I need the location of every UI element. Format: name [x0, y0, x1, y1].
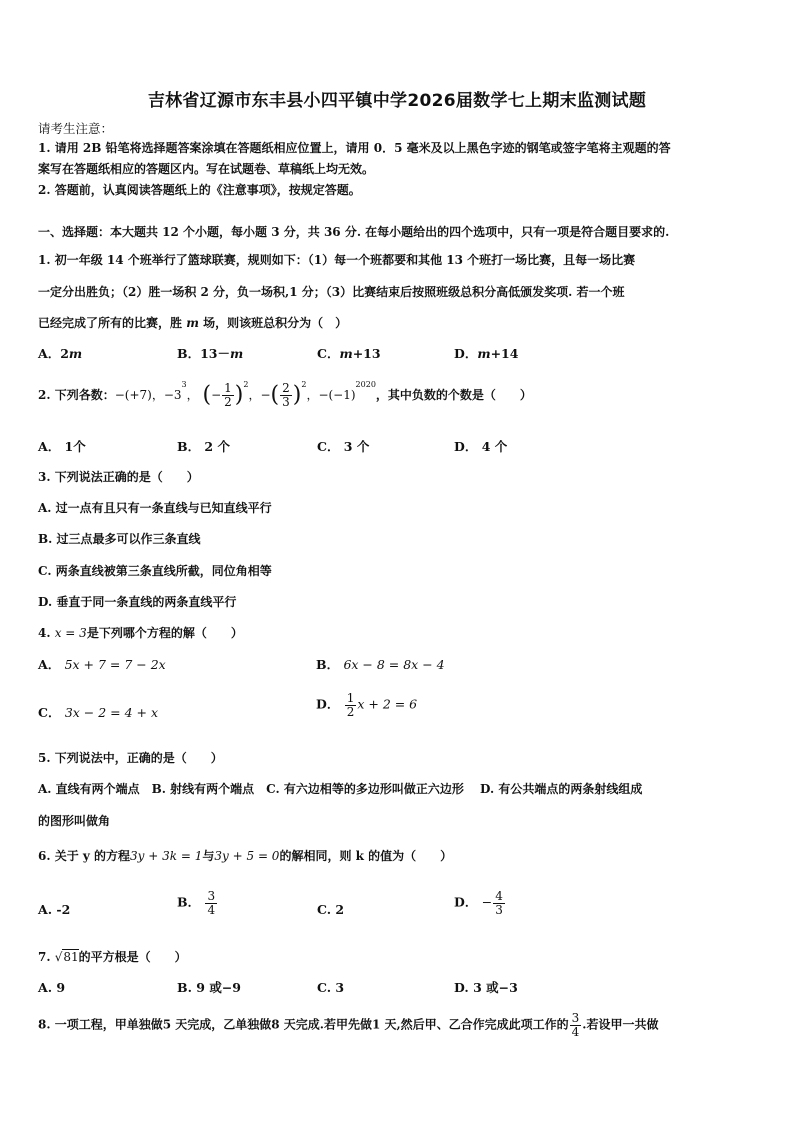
fraction-1-2-d: $\frac{1}{2}$	[346, 691, 355, 719]
question-4-stem: 4. x = 3是下列哪个方程的解（ ）	[38, 626, 243, 640]
q6-option-a: A. -2	[38, 902, 71, 917]
fraction-3-4: $\frac{3}{4}$	[207, 889, 216, 917]
q4-option-b: B． 6x − 8 = 8x − 4	[316, 657, 445, 672]
q6-option-c: C. 2	[317, 902, 345, 917]
fraction-3-4-q8: $\frac{3}{4}$	[571, 1011, 580, 1039]
q1-option-d: D．m+14	[454, 346, 519, 361]
question-1-line-2: 一定分出胜负；（2）胜一场积 2 分，负一场积,1 分；（3）比赛结束后按照班级总积分高低颁发奖项. 若一个班	[38, 285, 625, 299]
page-title: 吉林省辽源市东丰县小四平镇中学2026届数学七上期末监测试题	[147, 91, 647, 111]
q2-option-c: C． 3 个	[317, 439, 370, 454]
fraction-2-3: $\frac{2}{3}$	[282, 381, 290, 409]
q1-option-c: C．m+13	[317, 346, 381, 361]
question-8-stem: 8. 一项工程，甲单独做5 天完成，乙单独做8 天完成.若甲先做1 天,然后甲、乙合作完成此项工作的 $\frac{3}{4}$ .若设甲一共做	[38, 1011, 659, 1039]
q4-option-c: C． 3x − 2 = 4 + x	[38, 705, 159, 720]
notice-item-1a: 1. 请用 2B 铅笔将选择题答案涂填在答题纸相应位置上，请用 0．5 毫米及以上黑色字迹的钢笔或签字笔将主观题的答	[38, 141, 671, 155]
q1-var-m: m	[186, 316, 199, 330]
q6-option-b: B． $\frac{3}{4}$	[177, 889, 216, 917]
q1-text-b: 场，则该班总积分为（ ）	[198, 316, 348, 330]
fraction-1-2: $\frac{1}{2}$	[224, 381, 232, 409]
section-heading: 一、选择题：本大题共 12 个小题，每小题 3 分，共 36 分. 在每小题给出的四个选项中，只有一项是符合题目要求的.	[38, 225, 670, 239]
question-1-line-1: 1. 初一年级 14 个班举行了篮球联赛，规则如下：（1）每一个班都要和其他 13 个班打一场比赛，且每一场比赛	[38, 253, 636, 267]
q1-text-a: 已经完成了所有的比赛，胜	[38, 316, 187, 330]
question-7-stem: 7. √81的平方根是（ ）	[38, 950, 187, 964]
q3-option-a: A. 过一点有且只有一条直线与已知直线平行	[38, 501, 272, 515]
q3-option-c: C. 两条直线被第三条直线所截，同位角相等	[38, 564, 272, 578]
q4-option-a: A． 5x + 7 = 7 − 2x	[38, 657, 166, 672]
q6-option-d: D． − $\frac{4}{3}$	[454, 889, 503, 917]
question-3-stem: 3. 下列说法正确的是（ ）	[38, 470, 199, 484]
question-5-stem: 5. 下列说法中，正确的是（ ）	[38, 751, 223, 765]
notice-heading: 请考生注意：	[38, 121, 114, 136]
q7-option-c: C. 3	[317, 980, 345, 995]
question-2-stem: 2. 下列各数：−(+7)，$-3^3$， (− $\frac{1}{2}$ )$^2$，−( $\frac{2}{3}$ )$^2$，$-(-1)^{2020}$，其中负数的个数是（ ）	[38, 380, 532, 409]
q2-option-d: D． 4 个	[454, 439, 508, 454]
question-6-stem: 6. 关于 y 的方程3y + 3k = 1与3y + 5 = 0的解相同，则 k 的值为（ ）	[38, 849, 453, 863]
q3-option-b: B. 过三点最多可以作三条直线	[38, 532, 201, 546]
q1-option-b: B．13－m	[177, 346, 244, 361]
q5-options: A. 直线有两个端点 B. 射线有两个端点 C. 有六边相等的多边形叫做正六边形 D. 有公共端点的两条射线组成	[38, 782, 643, 796]
sqrt-icon: √	[54, 950, 63, 964]
fraction-4-3: $\frac{4}{3}$	[495, 889, 503, 917]
q4-option-d: D． $\frac{1}{2}$ x + 2 = 6	[316, 691, 418, 719]
q1-option-a: A．2m	[38, 346, 83, 361]
q3-option-d: D. 垂直于同一条直线的两条直线平行	[38, 595, 237, 609]
q2-option-b: B． 2 个	[177, 439, 230, 454]
q7-option-d: D. 3 或−3	[454, 980, 518, 995]
q5-options-cont: 的图形叫做角	[38, 814, 111, 828]
q2-option-a: A． 1个	[38, 439, 86, 454]
notice-item-1b: 案写在答题纸相应的答题区内。写在试题卷、草稿纸上均无效。	[38, 162, 375, 176]
q7-option-b: B. 9 或−9	[177, 980, 241, 995]
notice-item-2: 2. 答题前，认真阅读答题纸上的《注意事项》，按规定答题。	[38, 183, 361, 197]
question-1-line-3	[38, 316, 347, 330]
q7-option-a: A. 9	[38, 980, 66, 995]
